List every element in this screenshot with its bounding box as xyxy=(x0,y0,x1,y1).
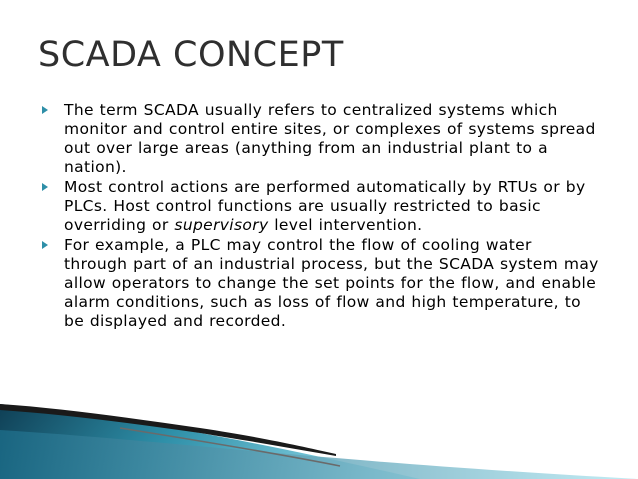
bullet-text: Most control actions are performed automatically by RTUs or by PLCs. Host control functions are usually restricted to basic overriding or xyxy=(64,178,586,234)
bullet-arrow-icon xyxy=(42,183,48,191)
bullet-text: For example, a PLC may control the flow of cooling water through part of an industrial process, but the SCADA system may allow operators to change the set points for the flow, and enable alarm conditions, such as loss of flow and high temperature, to be displayed and recorded. xyxy=(64,236,599,330)
bullet-item xyxy=(40,101,600,177)
footer-grey-stroke xyxy=(120,428,340,466)
footer-dark-stroke xyxy=(0,404,336,456)
bullet-arrow-icon xyxy=(42,241,48,249)
bullet-item xyxy=(40,236,600,331)
footer-band xyxy=(0,404,420,479)
bullet-text-end: level intervention. xyxy=(268,216,423,234)
bullet-item xyxy=(40,178,600,235)
bullet-list xyxy=(40,101,600,332)
footer-band-highlight xyxy=(0,430,638,479)
bullet-emphasis: supervisory xyxy=(174,216,269,234)
bullet-arrow-icon xyxy=(42,106,48,114)
bullet-text: The term SCADA usually refers to centralized systems which monitor and control entire sites, or complexes of systems spread out over large areas (anything from an industrial plant to a nation). xyxy=(64,101,596,176)
slide-title: SCADA CONCEPT xyxy=(38,35,344,75)
